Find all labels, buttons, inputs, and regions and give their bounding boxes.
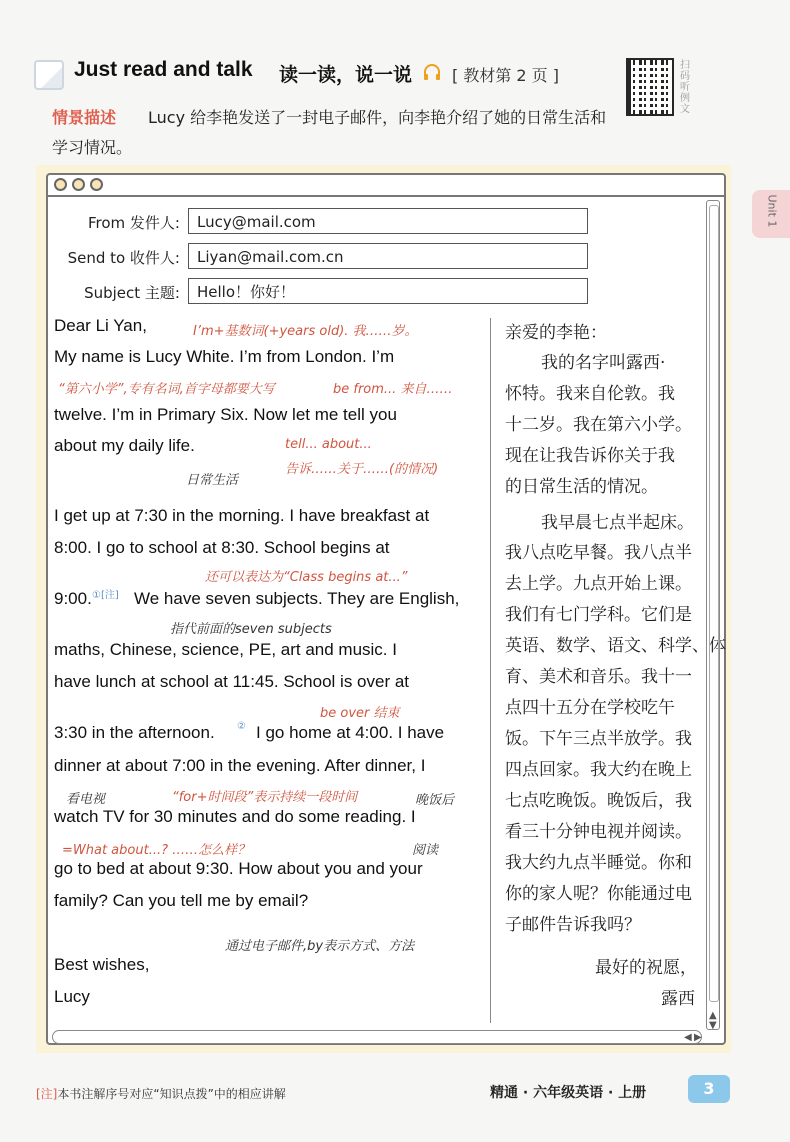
qr-caption: 扫码听例文 [680, 60, 690, 115]
headphone-icon[interactable] [422, 62, 442, 82]
cn-line: 育、美术和音乐。我十一 [505, 667, 692, 687]
scene-description: Lucy 给李艳发送了一封电子邮件，向李艳介绍了她的日常生活和学习情况。 [52, 108, 607, 157]
cn-line: 我们有七门学科。它们是 [505, 605, 692, 625]
cn-line: 子邮件告诉我吗？ [505, 915, 641, 935]
annotation: be over 结束 [320, 706, 400, 721]
cn-line: 怀特。我来自伦敦。我 [505, 384, 675, 404]
page-number: 3 [688, 1075, 730, 1103]
cn-line: 我的名字叫露西· [541, 353, 666, 373]
scroll-down-arrow-icon[interactable]: ▼ [709, 1020, 717, 1031]
email-line: watch TV for 30 minutes and do some reading. I [54, 807, 416, 826]
annotation: 指代前面的seven subjects [170, 622, 332, 637]
email-line: twelve. I’m in Primary Six. Now let me tell you [54, 405, 397, 424]
cn-line: 现在让我告诉你关于我 [505, 446, 675, 466]
cn-line: 十二岁。我在第六小学。 [505, 415, 692, 435]
section-title-cn: 读一读，说一说 [279, 64, 413, 86]
window-titlebar [46, 173, 726, 197]
book-title: 精通 · 六年级英语 · 上册 [490, 1085, 647, 1101]
annotation: 看电视 [66, 792, 106, 807]
window-maximize-dot[interactable] [90, 178, 103, 191]
email-line: family? Can you tell me by email? [54, 891, 309, 910]
email-line: My name is Lucy White. I’m from London. I’m [54, 347, 395, 366]
scroll-left-arrow-icon[interactable]: ◀ [684, 1032, 692, 1043]
qr-code-pattern [632, 64, 668, 110]
scene-label: 情景描述 [52, 108, 117, 127]
email-line: We have seven subjects. They are English, [134, 589, 460, 608]
unit-side-tab[interactable] [752, 190, 790, 238]
cn-line: 我八点吃早餐。我八点半 [505, 543, 692, 563]
annotation: 告诉……关于……(的情况) [285, 462, 439, 477]
cn-line: 亲爱的李艳： [505, 323, 607, 343]
subject-label: Subject 主题: [84, 284, 180, 302]
cn-line: 的日常生活的情况。 [505, 477, 658, 497]
cn-line: 饭。下午三点半放学。我 [505, 729, 692, 749]
annotation: 晚饭后 [415, 793, 455, 808]
email-line: I go home at 4:00. I have [256, 723, 445, 742]
annotation: I’m+基数词(+years old). 我……岁。 [193, 324, 418, 339]
scroll-right-arrow-icon[interactable]: ▶ [694, 1032, 702, 1043]
vertical-scroll-thumb[interactable] [709, 205, 719, 1002]
cn-line: 我大约九点半睡觉。你和 [505, 853, 692, 873]
cn-line: 露西 [661, 989, 695, 1009]
cn-line: 我早晨七点半起床。 [541, 513, 694, 533]
footer-note-tag: [注] [36, 1087, 58, 1101]
cn-line: 英语、数学、语文、科学、体 [505, 636, 726, 656]
window-minimize-dot[interactable] [72, 178, 85, 191]
from-label: From 发件人: [88, 214, 180, 232]
email-line: 8:00. I go to school at 8:30. School begins at [54, 538, 390, 557]
email-signoff: Best wishes, [54, 955, 150, 974]
section-title-en: Just read and talk [74, 58, 253, 81]
email-line: about my daily life. [54, 436, 195, 455]
column-divider [490, 318, 491, 1023]
cn-line: 看三十分钟电视并阅读。 [505, 822, 692, 842]
footer-note-text: 本书注解序号对应“知识点拨”中的相应讲解 [57, 1087, 286, 1101]
textbook-reference: [ 教材第 2 页 ] [452, 66, 560, 85]
horizontal-scrollbar[interactable] [52, 1030, 702, 1044]
annotation: “for+时间段”表示持续一段时间 [172, 790, 358, 805]
annotation: tell... about... [285, 437, 372, 452]
annotation: “第六小学”,专有名词,首字母都要大写 [58, 382, 275, 397]
annotation: 通过电子邮件,by表示方式、方法 [225, 939, 415, 954]
unit-tab-label: Unit 1 [765, 194, 779, 228]
from-field[interactable]: Lucy@mail.com [188, 208, 588, 234]
cn-line: 七点吃晚饭。晚饭后，我 [505, 791, 692, 811]
annotation: 阅读 [412, 843, 439, 858]
email-signature: Lucy [54, 987, 90, 1006]
cn-line: 你的家人呢？你能通过电 [505, 884, 692, 904]
scroll-up-arrow-icon[interactable]: ▲ [709, 1010, 717, 1021]
annotation: =What about...? ……怎么样？ [62, 843, 251, 858]
email-line: dinner at about 7:00 in the evening. After dinner, I [54, 756, 426, 775]
subject-field[interactable]: Hello！你好！ [188, 278, 588, 304]
cn-line: 点四十五分在学校吃午 [505, 698, 675, 718]
annotation: be from... 来自…… [333, 382, 453, 397]
cn-line: 去上学。九点开始上课。 [505, 574, 692, 594]
footer-note [36, 1085, 286, 1102]
email-line: go to bed at about 9:30. How about you and your [54, 859, 423, 878]
note-marker-2[interactable]: ② [237, 721, 246, 732]
send-to-label: Send to 收件人: [67, 249, 180, 267]
cn-line: 四点回家。我大约在晚上 [505, 760, 692, 780]
annotation: 还可以表达为“Class begins at...” [205, 570, 408, 585]
email-line: 3:30 in the afternoon. [54, 723, 215, 742]
cn-line: 最好的祝愿， [595, 958, 697, 978]
email-line: I get up at 7:30 in the morning. I have breakfast at [54, 506, 430, 525]
annotation: 日常生活 [186, 473, 239, 488]
email-line: have lunch at school at 11:45. School is over at [54, 672, 410, 691]
send-to-field[interactable]: Liyan@mail.com.cn [188, 243, 588, 269]
email-line: 9:00. [54, 589, 92, 608]
email-line: maths, Chinese, science, PE, art and music. I [54, 640, 397, 659]
email-greeting: Dear Li Yan, [54, 316, 147, 335]
note-marker-1[interactable]: ①[注] [92, 590, 119, 601]
window-close-dot[interactable] [54, 178, 67, 191]
section-icon [34, 60, 64, 90]
